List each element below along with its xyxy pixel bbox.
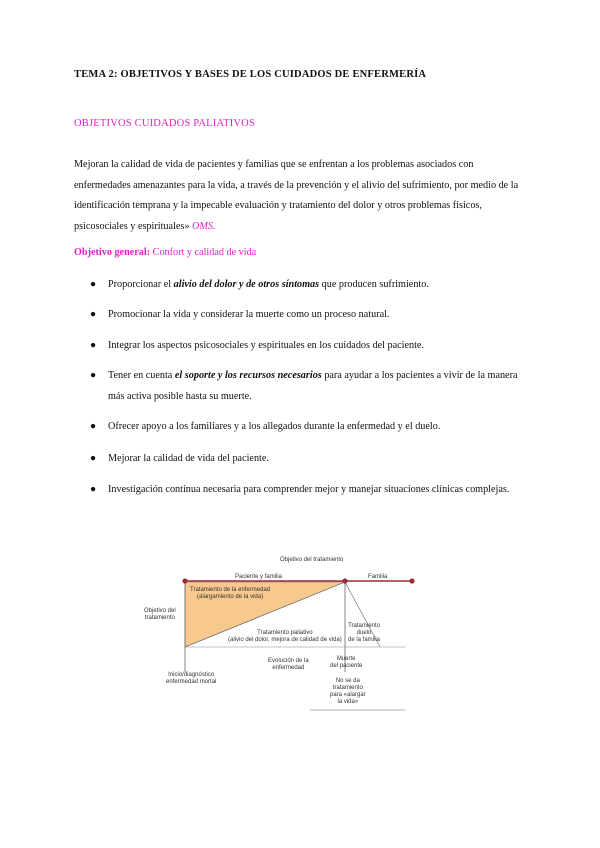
- list-item: [90, 275, 530, 296]
- bullet-icon: ●: [90, 421, 97, 432]
- bullet-icon: ●: [90, 370, 97, 381]
- label-disease-treatment: Tratamiento de la enfermedad (alargamiento de la vida): [190, 587, 271, 600]
- objective-text: Confort y calidad de vida: [152, 247, 257, 258]
- label-start: Inicio/diagnóstico enfermedad mortal: [166, 672, 217, 685]
- list-item: [90, 336, 530, 357]
- item-text: Ofrecer apoyo a los familiares y a los allegados durante la enfermedad y el duelo.: [108, 421, 441, 432]
- label-palliative: Tratamiento paliativo (alivio del dolor, mejora de calidad de vida): [228, 630, 342, 643]
- bullet-icon: ●: [90, 279, 97, 290]
- intro-text: Mejoran la calidad de vida de pacientes y familias que se enfrentan a los problemas asociados con enfermedades amenazantes para la vida, a través de la prevención y el alivio del sufrimiento, por medio de la identificación temprana y la impecable evaluación y tratamiento del dolor y otros problemas físicos, psicosociales y espirituales»: [74, 159, 519, 232]
- list-item: [90, 480, 530, 501]
- label-death: Muerte del paciente: [330, 656, 363, 669]
- bullet-icon: ●: [90, 484, 97, 495]
- list-item: [90, 417, 530, 438]
- item-bold-text: el soporte y los recursos necesarios: [174, 370, 322, 381]
- bullet-icon: ●: [90, 453, 97, 464]
- label-y-axis: Objetivo del tratamiento: [144, 608, 176, 621]
- death-point: [342, 578, 347, 583]
- list-item: [90, 449, 530, 470]
- label-patient-family: Paciente y familia: [235, 574, 283, 580]
- label-evolution: Evolución de la enfermedad: [268, 658, 309, 671]
- item-text: Integrar los aspectos psicosociales y espirituales en los cuidados del paciente.: [108, 340, 424, 351]
- diagram-top-title: Objetivo del tratamiento: [280, 557, 344, 563]
- objective-label: Objetivo general:: [74, 247, 151, 258]
- treatment-diagram: [140, 550, 470, 715]
- page-title: TEMA 2: OBJETIVOS Y BASES DE LOS CUIDADOS DE ENFERMERÍA: [74, 69, 427, 80]
- label-family: Familia: [368, 574, 388, 580]
- section-title: OBJETIVOS CUIDADOS PALIATIVOS: [74, 118, 256, 129]
- item-text: que producen sufrimiento.: [319, 279, 429, 290]
- item-text: Promocionar la vida y considerar la muerte como un proceso natural.: [108, 309, 390, 320]
- list-item: [90, 366, 530, 407]
- item-text: Tener en cuenta: [108, 370, 175, 381]
- item-text: Mejorar la calidad de vida del paciente.: [108, 453, 269, 464]
- label-grief: Tratamiento duelo de la familia: [348, 623, 381, 643]
- bullet-icon: ●: [90, 340, 97, 351]
- start-point: [182, 578, 187, 583]
- item-text: Proporcionar el: [108, 279, 174, 290]
- item-text: Investigación continua necesaria para comprender mejor y manejar situaciones clínicas complejas.: [108, 484, 510, 495]
- label-no-prolong: No se da tratamiento para «alargar la vida»: [330, 678, 366, 705]
- list-item: [90, 305, 530, 326]
- end-point: [409, 578, 414, 583]
- item-bold-text: alivio del dolor y de otros síntomas: [173, 279, 320, 290]
- bullet-icon: ●: [90, 309, 97, 320]
- item-text: para ayudar a los pacientes a vivir de la manera más activa posible hasta su muerte.: [108, 370, 518, 402]
- intro-source: OMS.: [191, 220, 216, 232]
- general-objective: [74, 247, 256, 258]
- intro-paragraph: [74, 155, 530, 237]
